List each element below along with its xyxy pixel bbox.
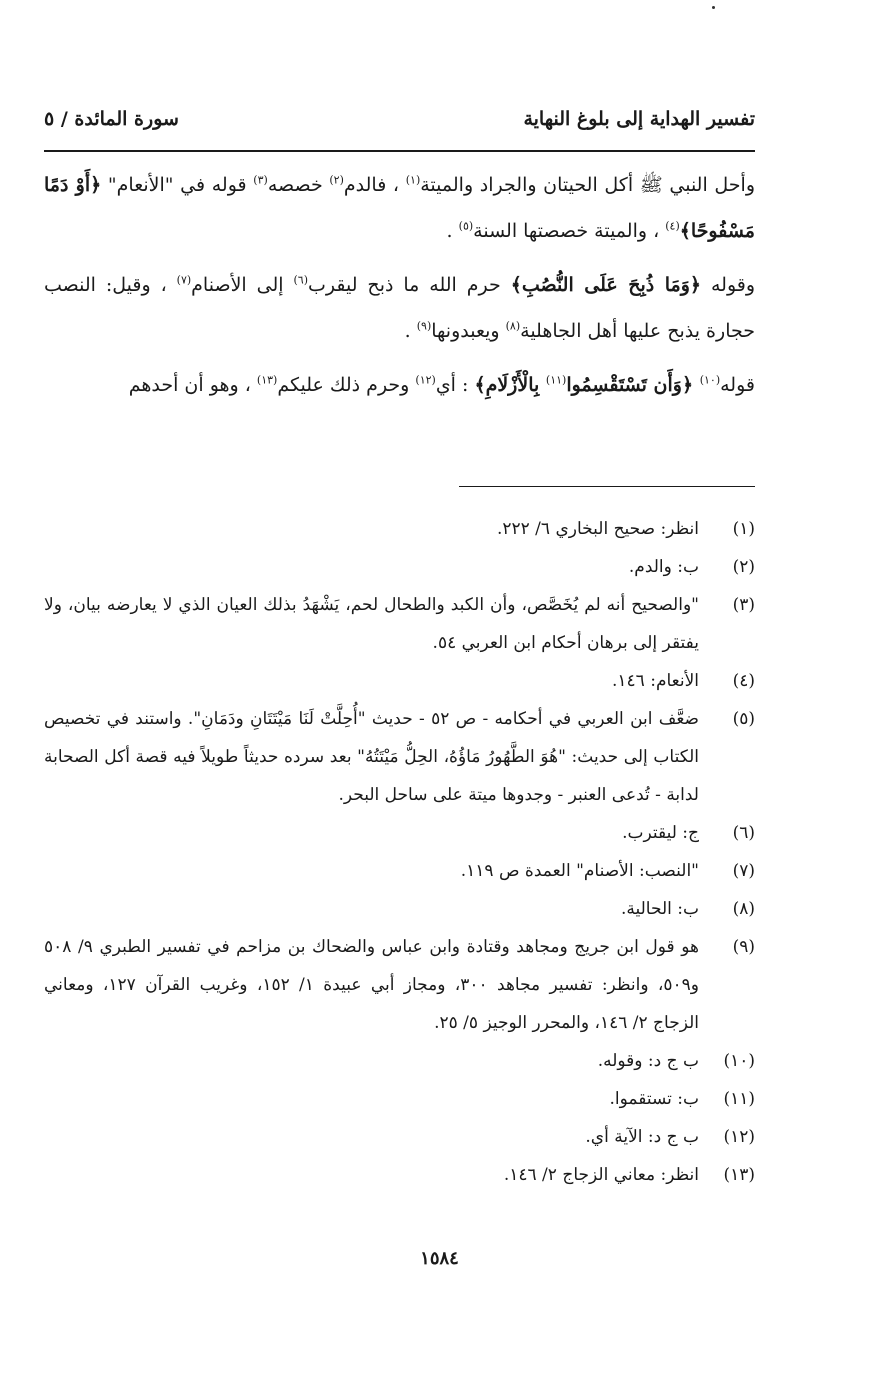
footnote — [44, 1042, 755, 1080]
footnote-number: (٨) — [732, 899, 755, 919]
footnote-text: "والصحيح أنه لم يُخَصَّص، وأن الكبد والطحال لحم، يَشْهَدُ بذلك العيان الذي لا يعارضه بيان، ولا يفتقر إلى برهان أحكام ابن العربي ٥٤. — [44, 595, 699, 653]
footnote — [44, 890, 755, 928]
quran-verse: بِالْأَزْلَامِ﴾ — [474, 374, 546, 396]
footnote-number: (١) — [732, 519, 755, 539]
footnote-ref: (١) — [405, 173, 421, 187]
footnote-number: (٩) — [732, 937, 755, 957]
text: حرم الله ما ذبح ليقرب — [308, 274, 511, 296]
footnote-ref: (٩) — [416, 319, 432, 333]
text: قوله في "الأنعام" — [101, 174, 254, 196]
paragraph-2 — [44, 262, 755, 354]
text: وحرم ذلك عليكم — [277, 374, 416, 396]
text: وقوله — [701, 274, 756, 296]
footnote-number: (١٢) — [723, 1127, 755, 1147]
footnote-number: (١١) — [723, 1089, 755, 1109]
text: إلى الأصنام — [191, 274, 294, 296]
footnote-text: ب ج د: الآية أي. — [585, 1127, 699, 1147]
footnote-number: (٢) — [732, 557, 755, 577]
text: ، فالدم — [343, 174, 406, 196]
text: . — [404, 320, 417, 342]
footnote-ref: (١٢) — [415, 373, 436, 387]
footnote-text: ضعَّف ابن العربي في أحكامه - ص ٥٢ - حديث "أُحِلَّتْ لَنَا مَيْتَتَانِ ودَمَانِ". واستند في تخصيص الكتاب إلى حديث: "هُوَ الطَّهُورُ مَاؤُهُ، الحِلُّ مَيْتَتُهُ" بعد سرده حديثاً طويلاً فيه قصة أكل الصحابة لدابة - تُدعى العنبر - وجدوها ميتة على ساحل البحر. — [44, 709, 699, 805]
footnote-ref: (٢) — [329, 173, 344, 187]
footnote — [44, 662, 755, 700]
footnote-number: (٧) — [732, 861, 755, 881]
footnote-ref: (٦) — [293, 273, 308, 287]
footnote-ref: (٨) — [505, 319, 521, 333]
page-number: ١٥٨٤ — [420, 1248, 459, 1269]
footnote-text: ب: الحالية. — [620, 899, 699, 919]
surah-label: سورة المائدة / ٥ — [44, 108, 179, 130]
footnote-ref: (١١) — [545, 373, 567, 387]
footnotes — [44, 510, 755, 1194]
footnote-ref: (١٠) — [699, 373, 721, 387]
footnote-number: (١٣) — [723, 1165, 755, 1185]
text: خصصه — [267, 174, 330, 196]
footnote-text: ب: والدم. — [628, 557, 699, 577]
header-rule — [44, 150, 755, 152]
quran-verse: ﴿أَوْ دَمًا مَسْفُوحًا﴾ — [44, 174, 755, 242]
footnote-text: هو قول ابن جريج ومجاهد وقتادة وابن عباس والضحاك بن مزاحم في تفسير الطبري ٩/ ٥٠٨ و٥٠٩، وانظر: تفسير مجاهد ٣٠٠، ومجاز أبي عبيدة ١/ ١٥٢، وغريب القرآن ١٢٧، ومعاني الزجاج ٢/ ١٤٦، والمحرر الوجيز ٥/ ٢٥. — [44, 937, 699, 1033]
footnote-number: (٥) — [732, 709, 755, 729]
text: ، وقيل: النصب حجارة يذبح عليها أهل الجاهلية — [44, 274, 755, 342]
footnote-text: "النصب: الأصنام" العمدة ص ١١٩. — [460, 861, 699, 881]
footnote-ref: (٤) — [665, 219, 680, 233]
footnote-ref: (٣) — [253, 173, 268, 187]
text: . — [446, 220, 459, 242]
footnote-number: (٦) — [732, 823, 755, 843]
footnote — [44, 928, 755, 1042]
footnote — [44, 700, 755, 814]
text: ويعبدونها — [431, 320, 506, 342]
footnote-number: (١٠) — [723, 1051, 755, 1071]
footnote — [44, 1156, 755, 1194]
main-text — [44, 162, 755, 416]
footnote-text: ب: تستقموا. — [609, 1089, 699, 1109]
footnote-text: ب ج د: وقوله. — [597, 1051, 699, 1071]
quran-verse: ﴿وَمَا ذُبِحَ عَلَى النُّصُبِ﴾ — [510, 274, 702, 296]
text: ، وهو أن أحدهم — [128, 374, 257, 396]
footnote-text: ج: ليقترب. — [622, 823, 699, 843]
footnote-ref: (١٣) — [256, 373, 278, 387]
footnote-text: انظر: معاني الزجاج ٢/ ١٤٦. — [503, 1165, 699, 1185]
text: : أي — [435, 374, 475, 396]
footnote — [44, 1118, 755, 1156]
footnote-ref: (٧) — [176, 273, 192, 287]
book-title: تفسير الهداية إلى بلوغ النهاية — [523, 108, 755, 130]
footnote — [44, 548, 755, 586]
running-header — [44, 108, 755, 148]
footnote-separator — [459, 486, 755, 487]
footnote — [44, 510, 755, 548]
footnote — [44, 1080, 755, 1118]
text: قوله — [720, 374, 755, 396]
footnote-number: (٤) — [732, 671, 755, 691]
footnote — [44, 586, 755, 662]
footnote — [44, 852, 755, 890]
footnote-text: انظر: صحيح البخاري ٦/ ٢٢٢. — [496, 519, 699, 539]
quran-verse: ﴿وَأَن تَسْتَقْسِمُوا — [566, 374, 700, 396]
text: ، والميتة خصصتها السنة — [473, 220, 666, 242]
footnote-text: الأنعام: ١٤٦. — [612, 671, 699, 691]
paragraph-3 — [44, 362, 755, 408]
text: وأحل النبي ﷺ أكل الحيتان والجراد والميتة — [420, 174, 755, 196]
footnote-ref: (٥) — [458, 219, 474, 233]
footnote-number: (٣) — [732, 595, 755, 615]
paragraph-1 — [44, 162, 755, 254]
scan-speck — [712, 6, 715, 9]
footnote — [44, 814, 755, 852]
